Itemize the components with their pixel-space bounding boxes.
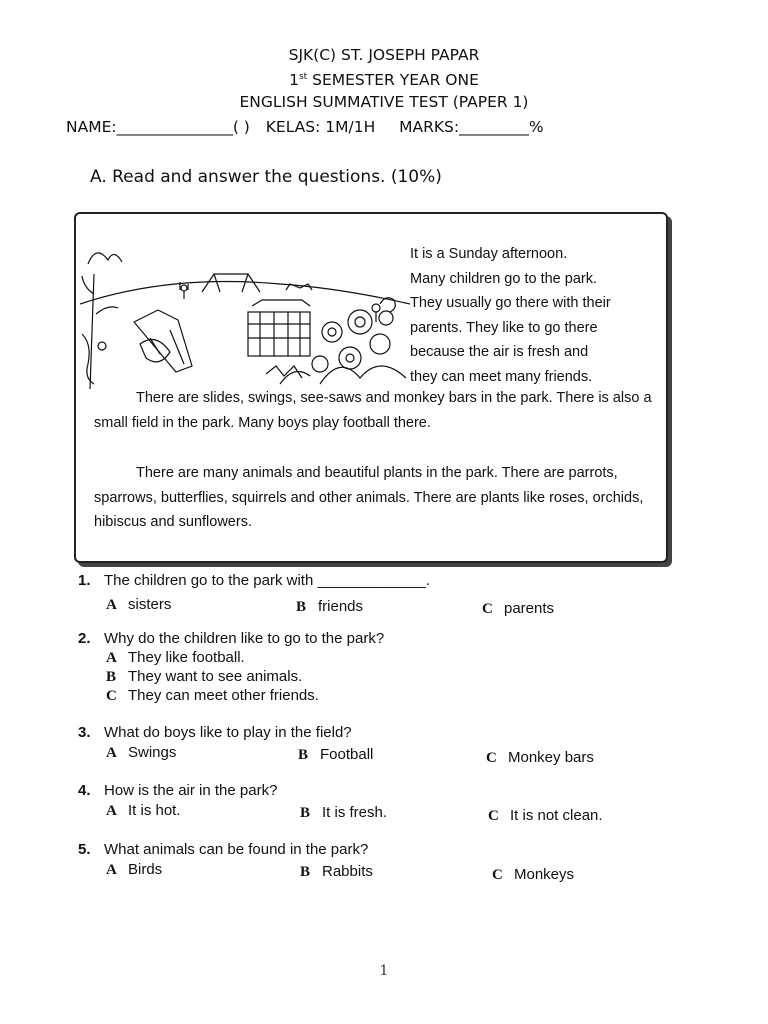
question-number: 5. (78, 841, 91, 858)
option-letter: A (106, 597, 117, 613)
option-text: They want to see animals. (128, 668, 303, 685)
option-text: sisters (128, 596, 172, 613)
section-title: A. Read and answer the questions. (10%) (90, 167, 442, 187)
question-stem: What animals can be found in the park? (104, 841, 369, 858)
question-stem: The children go to the park with _____________. (104, 572, 431, 589)
option-b[interactable] (300, 863, 373, 881)
option-text: Football (320, 746, 374, 763)
option-letter: C (492, 867, 503, 883)
question-number: 2. (78, 630, 91, 647)
option-letter: C (488, 808, 499, 824)
option-c[interactable] (492, 866, 574, 884)
question-2 (78, 630, 698, 710)
school-name: SJK(C) ST. JOSEPH PAPAR (288, 46, 480, 64)
option-a[interactable] (106, 744, 176, 762)
passage-line: Many children go to the park. (410, 270, 597, 287)
semester-line (0, 66, 768, 91)
question-number: 4. (78, 782, 91, 799)
passage-paragraph-playground: There are slides, swings, see-saws and monkey bars in the park. There is also a small field in the park. Many boys play football there. (94, 390, 652, 431)
option-b[interactable] (106, 668, 302, 686)
option-letter: C (106, 688, 117, 704)
semester-text: SEMESTER YEAR ONE (307, 71, 479, 90)
reading-passage-box (74, 212, 668, 563)
option-a[interactable] (106, 802, 181, 820)
option-letter: B (296, 599, 307, 615)
semester-number: 1 (289, 71, 299, 90)
option-a[interactable] (106, 649, 245, 667)
option-text: Monkey bars (508, 749, 594, 766)
option-letter: A (106, 803, 117, 819)
park-illustration (80, 234, 410, 392)
question-stem: How is the air in the park? (104, 782, 278, 799)
option-text: Monkeys (514, 866, 575, 883)
passage-paragraph-animals: There are many animals and beautiful plants in the park. There are parrots, sparrows, butterflies, squirrels and other animals. There are plants like roses, orchids, hibiscus and sunflowers. (94, 465, 644, 530)
option-text: It is not clean. (510, 807, 603, 824)
passage-intro-paragraph (410, 242, 658, 389)
option-letter: A (106, 745, 117, 761)
student-info-row (66, 118, 706, 136)
option-text: It is hot. (128, 802, 181, 819)
option-letter: B (300, 805, 311, 821)
question-5 (78, 841, 698, 885)
semester-suffix: st (298, 72, 308, 82)
question-4 (78, 782, 698, 826)
passage-line: They usually go there with their (410, 295, 611, 311)
test-header (0, 44, 768, 113)
option-c[interactable] (106, 687, 319, 705)
option-text: They can meet other friends. (128, 687, 319, 704)
passage-line: because the air is fresh and (410, 344, 589, 360)
option-letter: B (298, 747, 309, 763)
question-stem: Why do the children like to go to the park? (104, 630, 385, 647)
kelas-label: KELAS: 1M/1H (265, 118, 376, 136)
option-b[interactable] (296, 598, 363, 616)
question-stem: What do boys like to play in the field? (104, 724, 352, 741)
option-b[interactable] (298, 746, 373, 764)
question-1 (78, 572, 698, 617)
option-letter: C (486, 750, 497, 766)
passage-line: parents. They like to go there (410, 319, 598, 336)
option-a[interactable] (106, 596, 171, 614)
option-c[interactable] (482, 600, 554, 618)
option-letter: A (106, 862, 117, 878)
option-text: Swings (128, 744, 177, 761)
passage-line: they can meet many friends. (410, 368, 593, 385)
option-letter: B (300, 864, 311, 880)
passage-line: It is a Sunday afternoon. (410, 246, 568, 262)
option-c[interactable] (488, 807, 603, 825)
option-text: They like football. (128, 649, 245, 666)
option-letter: B (106, 669, 117, 685)
option-text: Birds (128, 861, 163, 878)
option-c[interactable] (486, 749, 594, 767)
question-number: 3. (78, 724, 91, 741)
marks-field[interactable]: MARKS:_________% (399, 118, 544, 136)
option-letter: C (482, 601, 493, 617)
name-field[interactable]: NAME:_______________( ) (66, 118, 250, 136)
option-text: Rabbits (322, 863, 373, 880)
option-a[interactable] (106, 861, 162, 879)
test-title: ENGLISH SUMMATIVE TEST (PAPER 1) (239, 93, 529, 112)
option-text: parents (504, 600, 555, 617)
page-number: 1 (379, 963, 389, 979)
question-3 (78, 724, 698, 768)
question-number: 1. (78, 572, 91, 589)
option-text: friends (318, 598, 364, 615)
option-letter: A (106, 650, 117, 666)
option-text: It is fresh. (322, 804, 388, 821)
option-b[interactable] (300, 804, 387, 822)
